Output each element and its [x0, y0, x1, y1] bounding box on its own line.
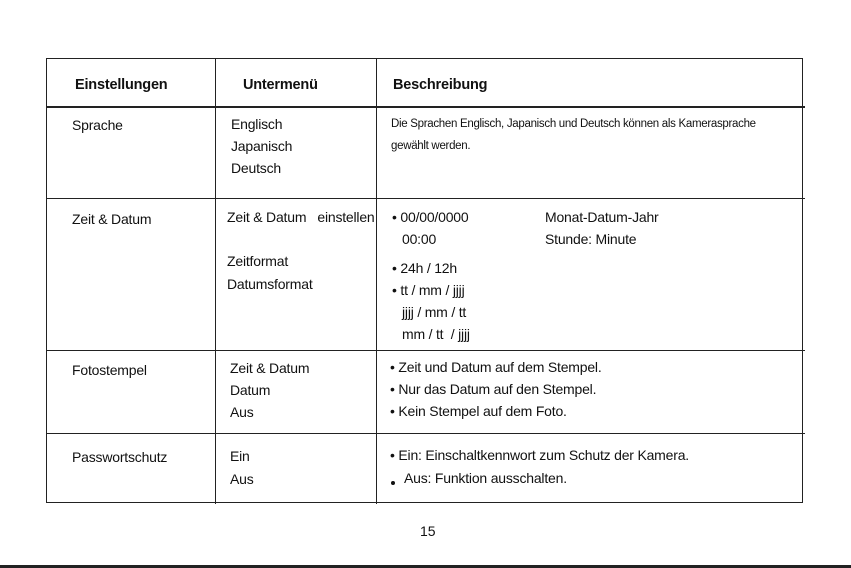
desc-hour-format: • 24h / 12h	[392, 260, 457, 276]
setting-passwortschutz: Passwortschutz	[72, 449, 168, 465]
submenu-englisch: Englisch	[231, 116, 283, 132]
desc-date-format-3: mm / tt / jjjj	[402, 326, 470, 342]
submenu-zeitformat: Zeitformat	[227, 253, 289, 269]
row-divider-3	[46, 433, 805, 434]
submenu-aus-pass: Aus	[230, 471, 254, 487]
desc-date-order: Monat-Datum-Jahr	[545, 209, 659, 225]
setting-sprache: Sprache	[72, 117, 123, 133]
desc-foto-3: • Kein Stempel auf dem Foto.	[390, 403, 567, 419]
desc-foto-2: • Nur das Datum auf den Stempel.	[390, 381, 597, 397]
desc-pass-1: • Ein: Einschaltkennwort zum Schutz der Kamera.	[390, 447, 689, 463]
submenu-datumsformat: Datumsformat	[227, 276, 313, 292]
header-divider	[46, 106, 805, 108]
desc-pass-2: Aus: Funktion ausschalten.	[404, 470, 567, 486]
submenu-deutsch: Deutsch	[231, 160, 281, 176]
desc-time-pattern: 00:00	[402, 231, 437, 247]
setting-fotostempel: Fotostempel	[72, 362, 147, 378]
submenu-zeit-datum-einstellen: Zeit & Datum einstellen	[227, 209, 375, 225]
page-number: 15	[420, 523, 436, 539]
submenu-zeit-datum: Zeit & Datum	[230, 360, 310, 376]
row-divider-2	[46, 350, 805, 351]
submenu-japanisch: Japanisch	[231, 138, 293, 154]
desc-sprache-line1: Die Sprachen Englisch, Japanisch und Deutsch können als Kamerasprache	[391, 118, 756, 130]
desc-date-pattern: • 00/00/0000	[392, 209, 469, 225]
submenu-datum: Datum	[230, 382, 271, 398]
bullet-dot	[391, 481, 395, 485]
column-divider-1	[215, 58, 216, 504]
desc-date-format-2: jjjj / mm / tt	[402, 304, 467, 320]
header-einstellungen: Einstellungen	[75, 77, 168, 93]
setting-zeit-datum: Zeit & Datum	[72, 211, 152, 227]
desc-sprache-line2: gewählt werden.	[391, 140, 471, 152]
header-untermenue: Untermenü	[243, 77, 318, 93]
desc-foto-1: • Zeit und Datum auf dem Stempel.	[390, 359, 602, 375]
header-beschreibung: Beschreibung	[393, 77, 488, 93]
desc-time-order: Stunde: Minute	[545, 231, 637, 247]
desc-date-format-1: • tt / mm / jjjj	[392, 282, 465, 298]
column-divider-2	[376, 58, 377, 504]
submenu-ein: Ein	[230, 448, 250, 464]
submenu-aus-foto: Aus	[230, 404, 254, 420]
row-divider-1	[46, 198, 805, 199]
